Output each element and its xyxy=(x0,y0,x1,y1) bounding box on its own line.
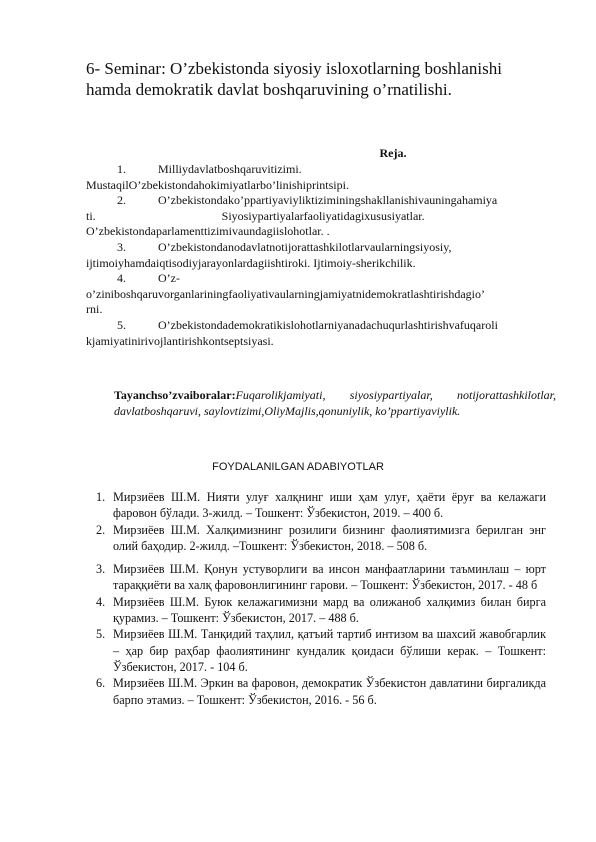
reference-item xyxy=(86,594,546,627)
reference-item xyxy=(86,675,546,708)
plan-item-line: O’zbekistondaparlamenttizimivaundagiislohotlar. . xyxy=(86,224,330,239)
plan-item-line: O’z- xyxy=(158,271,180,286)
plan-item-line: kjamiyatinirivojlantirishkontseptsiyasi. xyxy=(86,333,274,348)
plan-item-line: O’zbekistondanodavlatnotijorattashkilotlarvaularningsiyosiy, xyxy=(158,239,452,254)
plan-item xyxy=(86,162,556,193)
plan-item-line: Milliydavlatboshqaruvitizimi. xyxy=(158,162,302,176)
reference-number: 6. xyxy=(96,676,106,691)
plan-heading xyxy=(0,146,596,161)
keywords-label: Tayanchso’zvaiboralar: xyxy=(114,388,236,402)
references-heading: FOYDALANILGAN ADABIYOTLAR xyxy=(212,461,384,473)
plan-item-line: ti. Siyosiypartiyalarfaoliyatidagixususiyatlar. xyxy=(86,208,425,223)
plan-item xyxy=(86,271,556,318)
plan-item-line: rni. xyxy=(86,302,103,317)
reference-item xyxy=(86,626,546,675)
plan-item xyxy=(86,318,556,349)
reference-number: 4. xyxy=(96,594,106,609)
reference-number: 2. xyxy=(96,522,106,537)
reference-text: Мирзиёев Ш.М. Эркин ва фаровон, демократик Ўзбекистон давлатини биргаликда барпо этамиз. – Тошкент: Ўзбекистон, 2016. - 56 б. xyxy=(113,676,546,707)
page-title: 6- Seminar: O’zbekistonda siyosiy isloxotlarning boshlanishi hamda demokratik davlat boshqaruvining o’rnatilishi. xyxy=(86,59,502,99)
plan-item-line: MustaqilO’zbekistondahokimiyatlarbo’linishiprintsipi. xyxy=(86,177,349,192)
reference-number: 5. xyxy=(96,627,106,642)
plan-item xyxy=(86,240,556,271)
plan-item-number: 2. xyxy=(117,193,126,208)
reference-item xyxy=(86,522,546,555)
plan-item-number: 4. xyxy=(117,271,126,286)
plan-item-line: o’ziniboshqaruvorganlariningfaoliyativaularningjamiyatnidemokratlashtirishdagio’ xyxy=(86,286,486,301)
reference-item xyxy=(86,561,546,594)
plan-list xyxy=(86,162,556,349)
plan-item-number: 1. xyxy=(117,162,126,176)
plan-item-line: ijtimoiyhamdaiqtisodiyjarayonlardagiishtiroki. Ijtimoiy-sherikchilik. xyxy=(86,255,416,270)
plan-item-number: 5. xyxy=(117,317,126,332)
reference-text: Мирзиёев Ш.М. Танқидий таҳлил, қатъий тартиб интизом ва шахсий жавобгарлик – ҳар бир раҳбар фаолиятининг кундалик қоидаси бўлиши керак. – Тошкент: Ўзбекистон, 2017. - 104 б. xyxy=(113,627,546,674)
plan-item-number: 3. xyxy=(117,239,126,254)
reference-number: 3. xyxy=(96,562,106,577)
plan-heading-text: Reja. xyxy=(379,146,407,160)
reference-text: Мирзиёев Ш.М. Халқимизнинг розилиги бизнинг фаолиятимизга берилган энг олий баҳодир. 2-жилд. –Тошкент: Ўзбекистон, 2018. – 508 б. xyxy=(113,522,546,553)
reference-text: Мирзиёев Ш.М. Буюк келажагимизни мард ва олижаноб халқимиз билан бирга қурамиз. – Тошкент: Ўзбекистон, 2017. – 488 б. xyxy=(113,594,546,626)
reference-number: 1. xyxy=(96,490,106,504)
keywords-paragraph xyxy=(114,388,556,419)
reference-text: Мирзиёев Ш.М. Қонун устуворлиги ва инсон манфаатларини таъминлаш – юрт тараққиёти ва халқ фаровонлигининг гарови. – Тошкент: Ўзбекистон, 2017. - 48 б xyxy=(113,562,546,593)
reference-text: Мирзиёев Ш.М. Нияти улуғ халқнинг иши ҳам улуғ, ҳаёти ёруғ ва келажаги фаровон бўлади. 3-жилд. – Тошкент: Ўзбекистон, 2019. – 400 б. xyxy=(113,490,546,521)
references-list xyxy=(86,489,546,708)
plan-item-line: O’zbekistondademokratikislohotlarniyanadachuqurlashtirishvafuqaroli xyxy=(158,317,498,332)
keywords-text: Fuqarolikjamiyati, siyosiypartiyalar, notijorattashkilotlar, davlatboshqaruvi, saylovtizimi,OliyMajlis,qonuniylik, ko’ppartiyaviylik. xyxy=(114,388,556,418)
plan-item-line: O’zbekistondako’ppartiyaviyliktiziminingshakllanishivauningahamiya xyxy=(158,193,498,208)
plan-item xyxy=(86,193,556,240)
reference-item xyxy=(86,489,546,522)
